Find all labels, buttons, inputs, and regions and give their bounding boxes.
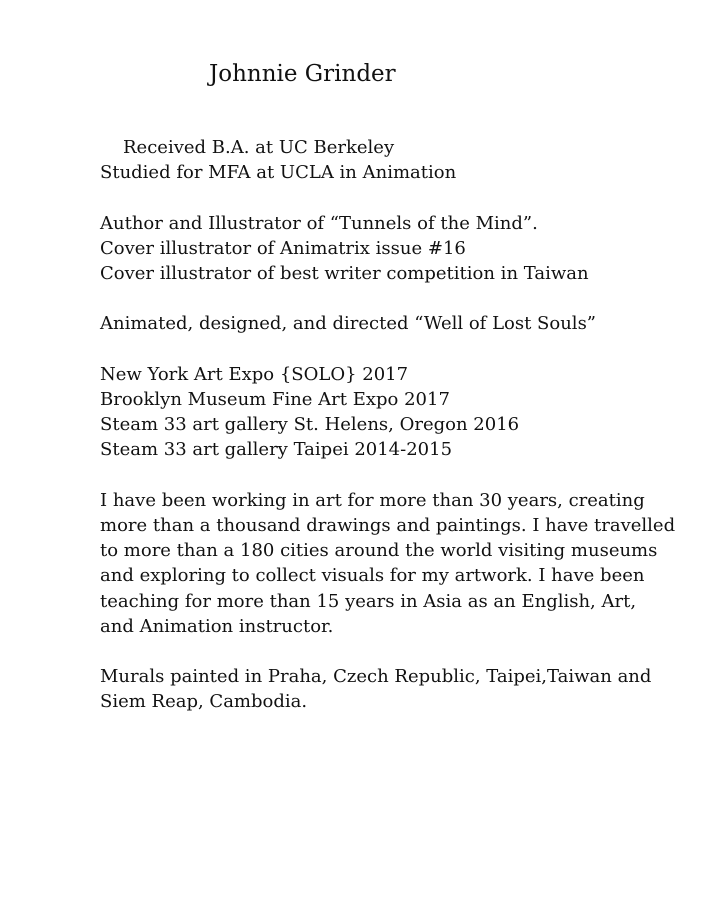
exhibitions-section (100, 362, 660, 463)
murals-line: Siem Reap, Cambodia. (100, 691, 308, 713)
resume-body (100, 135, 676, 715)
exhibition-line: Steam 33 art gallery St. Helens, Oregon 2016 (100, 414, 520, 436)
paragraph-gap (100, 463, 660, 488)
animation-section (100, 311, 660, 336)
education-line: Studied for MFA at UCLA in Animation (100, 162, 457, 184)
education-section (100, 135, 660, 185)
exhibition-line: Steam 33 art gallery Taipei 2014-2015 (100, 439, 453, 461)
bio-line: more than a thousand drawings and paintings. I have travelled (100, 514, 676, 536)
illustration-section (100, 211, 660, 287)
paragraph-gap (100, 639, 660, 664)
illustration-line: Cover illustrator of best writer competition in Taiwan (100, 263, 589, 284)
paragraph-gap (100, 337, 660, 362)
bio-line: and exploring to collect visuals for my artwork. I have been (100, 565, 645, 587)
paragraph-gap (100, 185, 660, 210)
illustration-line: Cover illustrator of Animatrix issue #16 (100, 237, 466, 259)
page-title: Johnnie Grinder (209, 61, 396, 87)
bio-section (100, 488, 676, 639)
bio-line: teaching for more than 15 years in Asia as an English, Art, (100, 590, 637, 612)
exhibition-line: Brooklyn Museum Fine Art Expo 2017 (100, 388, 450, 410)
illustration-line: Author and Illustrator of “Tunnels of the Mind”. (100, 212, 538, 234)
education-line: Received B.A. at UC Berkeley (123, 137, 395, 158)
bio-line: I have been working in art for more than 30 years, creating (100, 489, 645, 511)
bio-line: to more than a 180 cities around the world visiting museums (100, 540, 658, 562)
exhibition-line: New York Art Expo {SOLO} 2017 (100, 363, 409, 385)
murals-section (100, 664, 660, 714)
paragraph-gap (100, 286, 660, 311)
bio-line: and Animation instructor. (100, 615, 334, 637)
murals-line: Murals painted in Praha, Czech Republic, Taipei,Taiwan and (100, 666, 652, 688)
animation-line: Animated, designed, and directed “Well of Lost Souls” (100, 313, 597, 335)
